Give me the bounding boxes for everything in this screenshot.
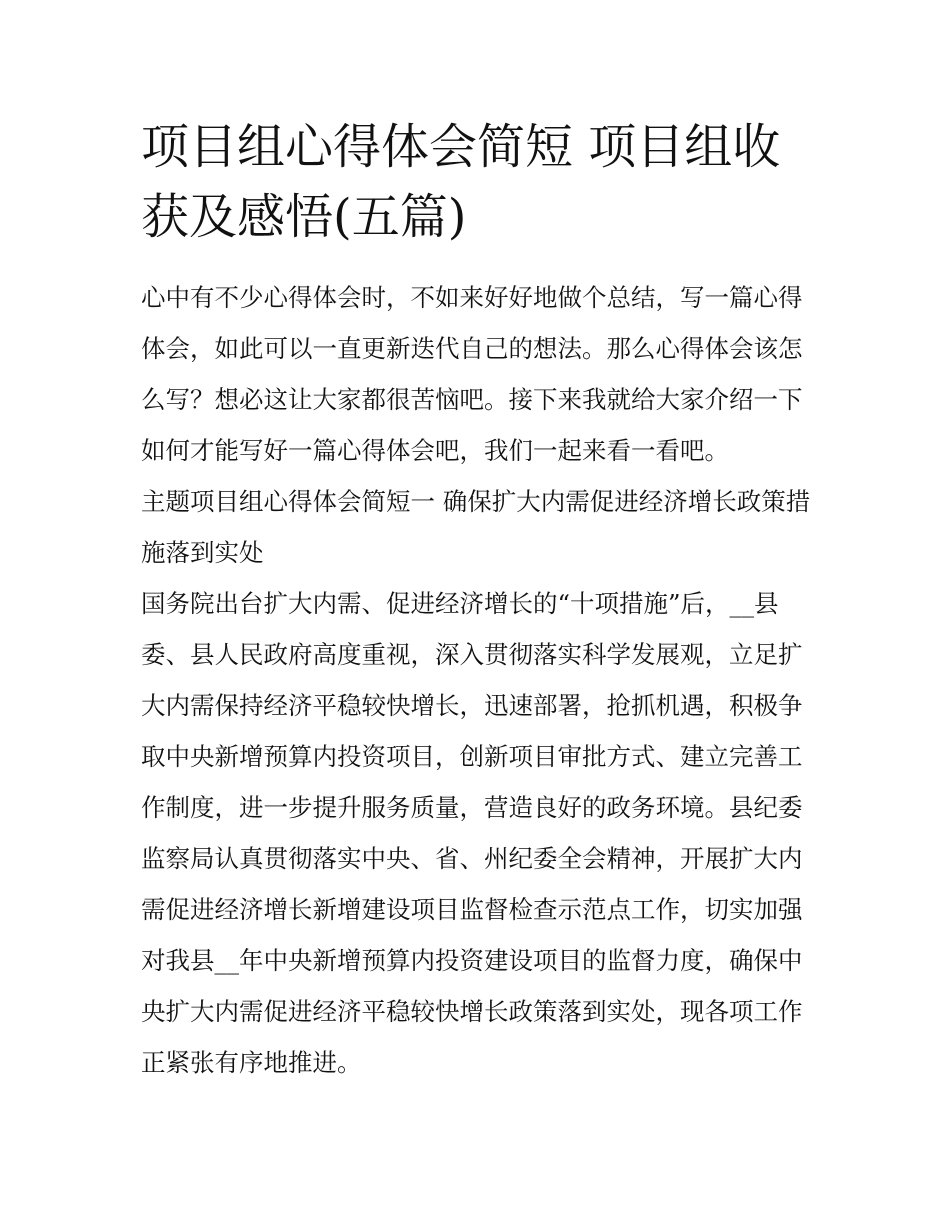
- document-title: 项目组心得体会简短 项目组收获及感悟(五篇): [141, 119, 781, 245]
- document-body: [141, 272, 813, 1088]
- section-heading: 主题项目组心得体会简短一 确保扩大内需促进经济增长政策措施落到实处: [141, 487, 811, 567]
- document-page: [141, 112, 813, 1088]
- intro-paragraph: 心中有不少心得体会时，不如来好好地做个总结，写一篇心得体会，如此可以一直更新迭代自己的想法。那么心得体会该怎么写？想必这让大家都很苦恼吧。接下来我就给大家介绍一下如何才能写好一篇心得体会吧，我们一起来看一看吧。: [141, 283, 803, 465]
- body-paragraph: 国务院出台扩大内需、促进经济增长的“十项措施”后，__县委、县人民政府高度重视，深入贯彻落实科学发展观，立足扩大内需保持经济平稳较快增长，迅速部署，抢抓机遇，积极争取中央新增预算内投资项目，创新项目审批方式、建立完善工作制度，进一步提升服务质量，营造良好的政务环境。县纪委监察局认真贯彻落实中央、省、州纪委全会精神，开展扩大内需促进经济增长新增建设项目监督检查示范点工作，切实加强对我县__年中央新增预算内投资建设项目的监督力度，确保中央扩大内需促进经济平稳较快增长政策落到实处，现各项工作正紧张有序地推进。: [141, 589, 803, 1077]
